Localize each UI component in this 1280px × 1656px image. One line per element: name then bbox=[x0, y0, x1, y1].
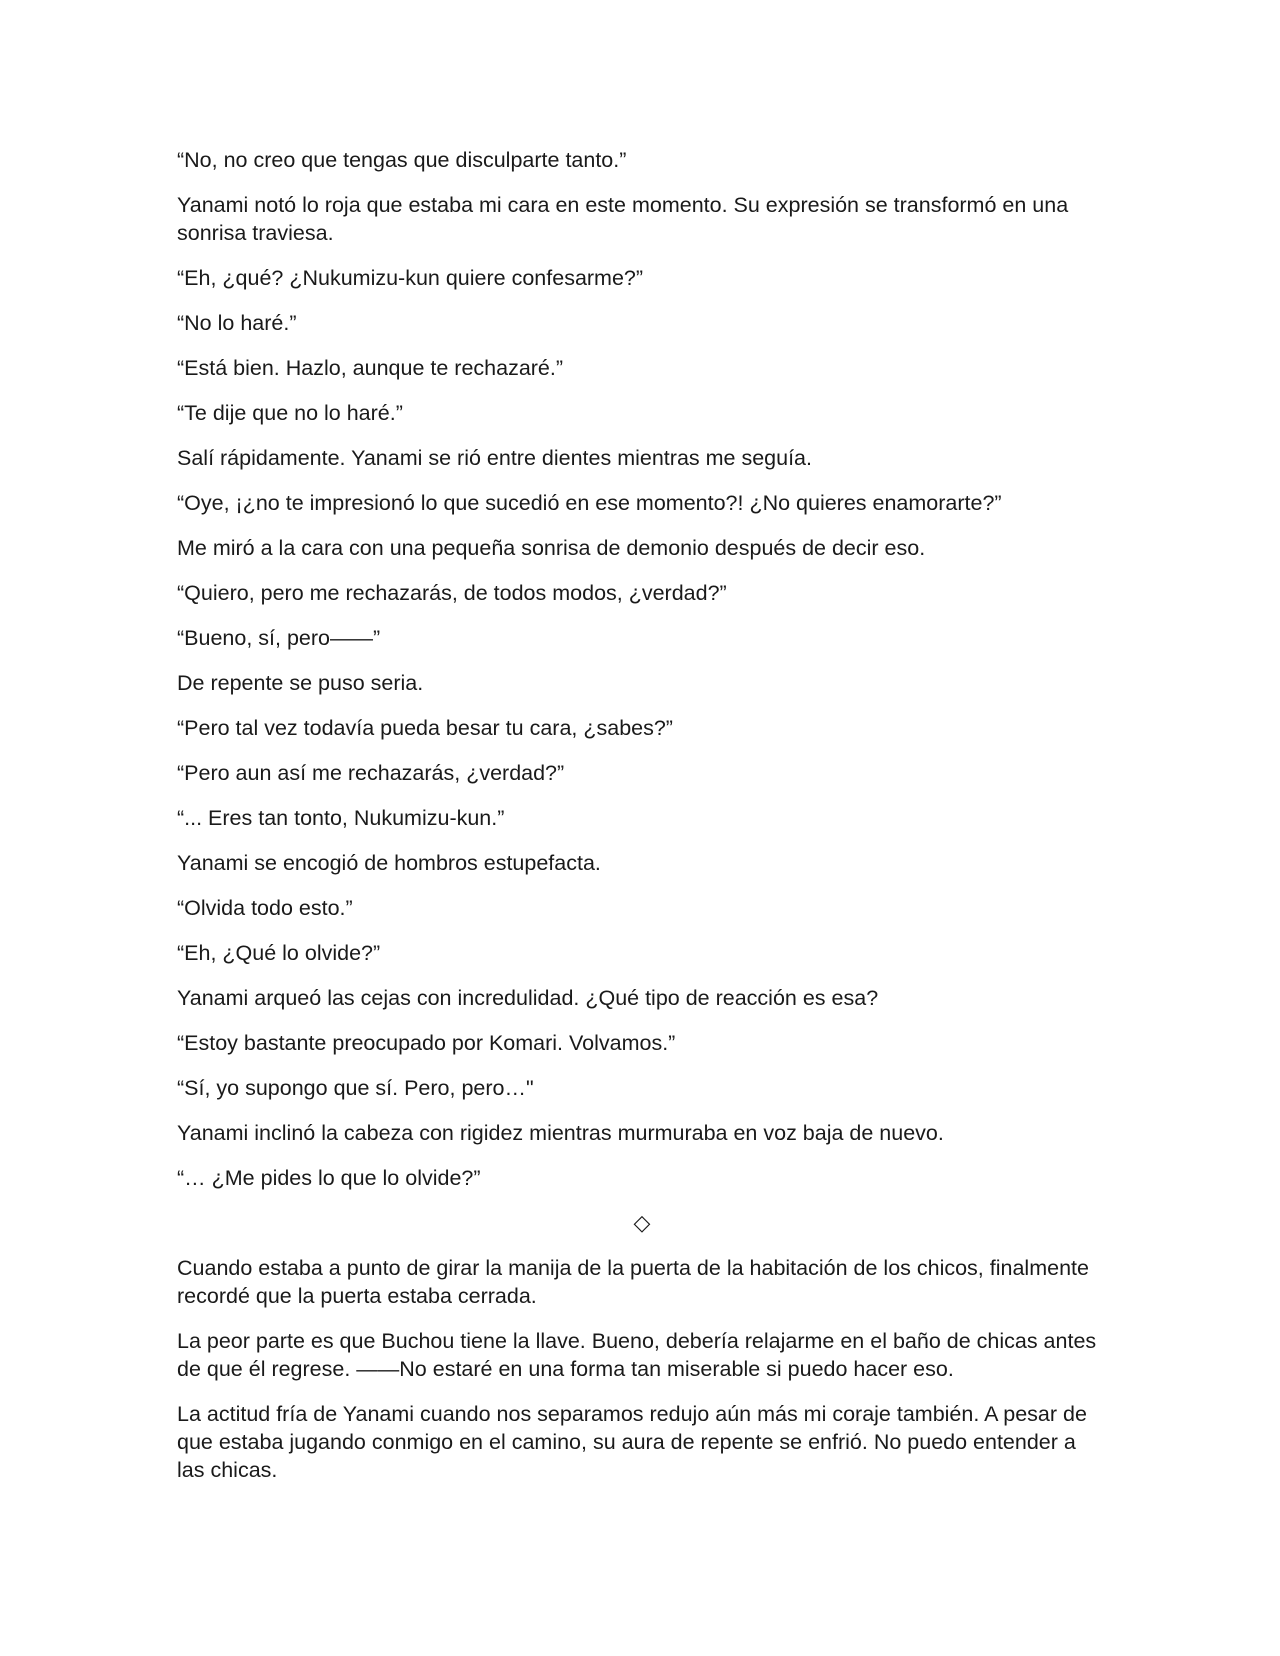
paragraph: “Bueno, sí, pero——” bbox=[177, 626, 381, 650]
paragraph: “… ¿Me pides lo que lo olvide?” bbox=[177, 1166, 481, 1190]
paragraph: De repente se puso seria. bbox=[177, 671, 424, 695]
paragraph: “Pero aun así me rechazarás, ¿verdad?” bbox=[177, 761, 565, 785]
paragraph: “No, no creo que tengas que disculparte tanto.” bbox=[177, 148, 627, 172]
paragraph: Me miró a la cara con una pequeña sonrisa de demonio después de decir eso. bbox=[177, 536, 926, 560]
paragraph: “Estoy bastante preocupado por Komari. Volvamos.” bbox=[177, 1031, 676, 1055]
paragraph: “Quiero, pero me rechazarás, de todos modos, ¿verdad?” bbox=[177, 581, 727, 605]
document-page bbox=[177, 146, 1107, 1501]
paragraph: Yanami arqueó las cejas con incredulidad. ¿Qué tipo de reacción es esa? bbox=[177, 986, 879, 1010]
paragraph: “Olvida todo esto.” bbox=[177, 896, 353, 920]
paragraph: “No lo haré.” bbox=[177, 311, 297, 335]
paragraph: La peor parte es que Buchou tiene la llave. Bueno, debería relajarme en el baño de chicas antes de que él regrese. ——No estaré en una forma tan miserable si puedo hacer eso. bbox=[177, 1329, 1097, 1381]
section-divider-diamond-icon: ◇ bbox=[633, 1210, 651, 1235]
paragraph: Yanami inclinó la cabeza con rigidez mientras murmuraba en voz baja de nuevo. bbox=[177, 1121, 944, 1145]
paragraph: “Pero tal vez todavía pueda besar tu cara, ¿sabes?” bbox=[177, 716, 673, 740]
paragraph: “Oye, ¡¿no te impresionó lo que sucedió en ese momento?! ¿No quieres enamorarte?” bbox=[177, 491, 1002, 515]
paragraph: Yanami se encogió de hombros estupefacta. bbox=[177, 851, 601, 875]
paragraph: “Eh, ¿qué? ¿Nukumizu-kun quiere confesarme?” bbox=[177, 266, 644, 290]
paragraph: “Sí, yo supongo que sí. Pero, pero…" bbox=[177, 1076, 534, 1100]
paragraph: Salí rápidamente. Yanami se rió entre dientes mientras me seguía. bbox=[177, 446, 812, 470]
paragraph: La actitud fría de Yanami cuando nos separamos redujo aún más mi coraje también. A pesar de que estaba jugando conmigo en el camino, su aura de repente se enfrió. No puedo entender a las chicas. bbox=[177, 1402, 1087, 1482]
paragraph: Yanami notó lo roja que estaba mi cara en este momento. Su expresión se transformó en una sonrisa traviesa. bbox=[177, 193, 1069, 245]
paragraph: “Está bien. Hazlo, aunque te rechazaré.” bbox=[177, 356, 564, 380]
paragraph: “... Eres tan tonto, Nukumizu-kun.” bbox=[177, 806, 505, 830]
paragraph: Cuando estaba a punto de girar la manija de la puerta de la habitación de los chicos, finalmente recordé que la puerta estaba cerrada. bbox=[177, 1256, 1089, 1308]
paragraph: “Eh, ¿Qué lo olvide?” bbox=[177, 941, 381, 965]
paragraph: “Te dije que no lo haré.” bbox=[177, 401, 403, 425]
